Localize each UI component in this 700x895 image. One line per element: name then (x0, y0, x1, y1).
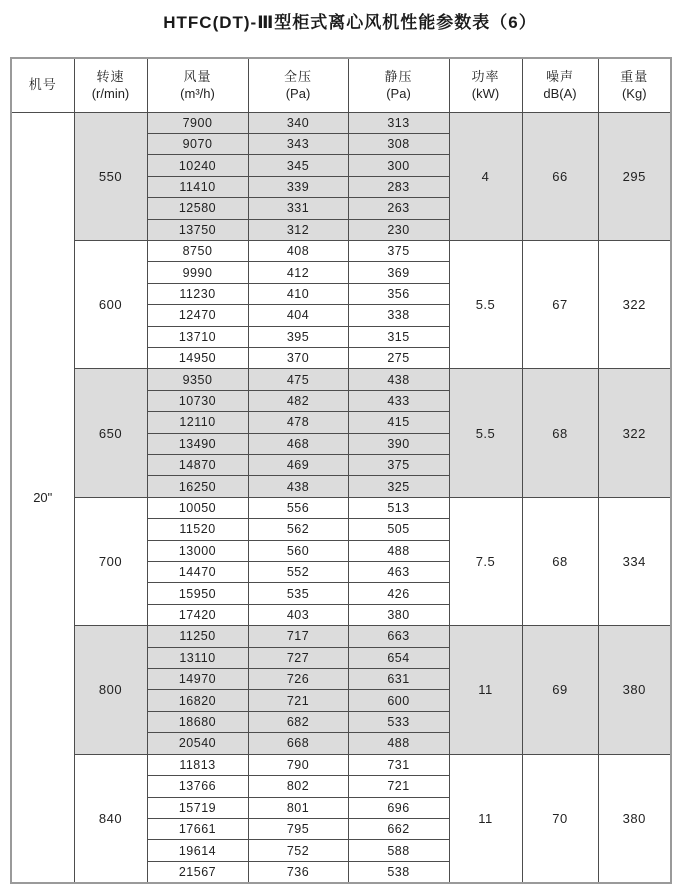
cell-power: 11 (449, 754, 522, 883)
header-unit: (r/min) (91, 86, 130, 102)
cell-power: 7.5 (449, 497, 522, 625)
header-label: 噪声 (545, 68, 574, 84)
column-header-total-pressure (248, 58, 348, 112)
cell-static-pressure: 663 (348, 626, 449, 647)
cell-static-pressure: 463 (348, 562, 449, 583)
cell-noise: 68 (522, 497, 598, 625)
cell-flow: 18680 (147, 711, 248, 732)
cell-static-pressure: 488 (348, 540, 449, 561)
column-header-model (11, 58, 74, 112)
cell-total-pressure: 717 (248, 626, 348, 647)
cell-static-pressure: 538 (348, 861, 449, 883)
table-header (11, 58, 671, 112)
cell-total-pressure: 478 (248, 412, 348, 433)
cell-speed: 840 (74, 754, 147, 883)
cell-total-pressure: 535 (248, 583, 348, 604)
cell-flow: 17661 (147, 818, 248, 839)
cell-flow: 14870 (147, 455, 248, 476)
cell-static-pressure: 308 (348, 133, 449, 154)
cell-static-pressure: 588 (348, 840, 449, 861)
column-header-weight (598, 58, 671, 112)
header-label: 转速 (96, 68, 125, 84)
cell-total-pressure: 438 (248, 476, 348, 497)
header-unit: (Pa) (285, 86, 311, 102)
cell-flow: 15719 (147, 797, 248, 818)
cell-flow: 9070 (147, 133, 248, 154)
cell-static-pressure: 631 (348, 669, 449, 690)
cell-weight: 322 (598, 369, 671, 497)
cell-flow: 12110 (147, 412, 248, 433)
table-row (11, 754, 671, 775)
cell-static-pressure: 275 (348, 347, 449, 368)
cell-flow: 11230 (147, 283, 248, 304)
cell-power: 5.5 (449, 369, 522, 497)
cell-weight: 380 (598, 626, 671, 754)
cell-power: 5.5 (449, 240, 522, 368)
cell-total-pressure: 668 (248, 733, 348, 754)
cell-flow: 21567 (147, 861, 248, 883)
cell-flow: 16250 (147, 476, 248, 497)
cell-static-pressure: 380 (348, 604, 449, 625)
cell-flow: 16820 (147, 690, 248, 711)
cell-static-pressure: 230 (348, 219, 449, 240)
cell-flow: 11410 (147, 176, 248, 197)
cell-static-pressure: 600 (348, 690, 449, 711)
cell-static-pressure: 731 (348, 754, 449, 775)
cell-flow: 14970 (147, 669, 248, 690)
table-row (11, 240, 671, 261)
cell-total-pressure: 727 (248, 647, 348, 668)
cell-static-pressure: 696 (348, 797, 449, 818)
cell-power: 4 (449, 112, 522, 240)
cell-flow: 13000 (147, 540, 248, 561)
cell-total-pressure: 395 (248, 326, 348, 347)
column-header-noise (522, 58, 598, 112)
cell-static-pressure: 375 (348, 455, 449, 476)
cell-total-pressure: 802 (248, 776, 348, 797)
cell-static-pressure: 488 (348, 733, 449, 754)
table-row (11, 112, 671, 133)
cell-flow: 8750 (147, 240, 248, 261)
column-header-static-pressure (348, 58, 449, 112)
cell-static-pressure: 533 (348, 711, 449, 732)
cell-flow: 11520 (147, 519, 248, 540)
cell-static-pressure: 390 (348, 433, 449, 454)
cell-total-pressure: 790 (248, 754, 348, 775)
cell-total-pressure: 752 (248, 840, 348, 861)
cell-noise: 66 (522, 112, 598, 240)
cell-flow: 13766 (147, 776, 248, 797)
cell-flow: 13110 (147, 647, 248, 668)
cell-total-pressure: 340 (248, 112, 348, 133)
cell-static-pressure: 513 (348, 497, 449, 518)
header-label: 机号 (28, 77, 57, 93)
cell-flow: 13710 (147, 326, 248, 347)
cell-total-pressure: 370 (248, 347, 348, 368)
cell-flow: 12580 (147, 198, 248, 219)
cell-total-pressure: 801 (248, 797, 348, 818)
cell-static-pressure: 369 (348, 262, 449, 283)
cell-flow: 13490 (147, 433, 248, 454)
cell-static-pressure: 662 (348, 818, 449, 839)
cell-total-pressure: 736 (248, 861, 348, 883)
fan-performance-table (10, 57, 672, 884)
cell-flow: 9350 (147, 369, 248, 390)
cell-static-pressure: 313 (348, 112, 449, 133)
cell-flow: 11813 (147, 754, 248, 775)
cell-noise: 70 (522, 754, 598, 883)
cell-static-pressure: 315 (348, 326, 449, 347)
cell-total-pressure: 345 (248, 155, 348, 176)
header-label: 静压 (384, 68, 413, 84)
cell-total-pressure: 556 (248, 497, 348, 518)
cell-speed: 700 (74, 497, 147, 625)
cell-static-pressure: 505 (348, 519, 449, 540)
column-header-flow (147, 58, 248, 112)
cell-speed: 550 (74, 112, 147, 240)
cell-total-pressure: 682 (248, 711, 348, 732)
cell-flow: 19614 (147, 840, 248, 861)
header-label: 风量 (183, 68, 212, 84)
cell-total-pressure: 339 (248, 176, 348, 197)
cell-flow: 15950 (147, 583, 248, 604)
cell-static-pressure: 263 (348, 198, 449, 219)
cell-total-pressure: 552 (248, 562, 348, 583)
cell-static-pressure: 438 (348, 369, 449, 390)
cell-total-pressure: 726 (248, 669, 348, 690)
cell-static-pressure: 356 (348, 283, 449, 304)
cell-speed: 600 (74, 240, 147, 368)
table-body (11, 112, 671, 883)
cell-total-pressure: 795 (248, 818, 348, 839)
cell-total-pressure: 560 (248, 540, 348, 561)
cell-static-pressure: 300 (348, 155, 449, 176)
cell-weight: 322 (598, 240, 671, 368)
cell-static-pressure: 415 (348, 412, 449, 433)
cell-total-pressure: 312 (248, 219, 348, 240)
header-unit: (kW) (471, 86, 500, 102)
cell-static-pressure: 283 (348, 176, 449, 197)
cell-flow: 10050 (147, 497, 248, 518)
cell-flow: 10240 (147, 155, 248, 176)
cell-total-pressure: 410 (248, 283, 348, 304)
table-row (11, 497, 671, 518)
header-row (11, 58, 671, 112)
cell-total-pressure: 408 (248, 240, 348, 261)
header-unit: (Kg) (621, 86, 647, 102)
cell-flow: 13750 (147, 219, 248, 240)
cell-total-pressure: 412 (248, 262, 348, 283)
cell-total-pressure: 404 (248, 305, 348, 326)
cell-static-pressure: 654 (348, 647, 449, 668)
cell-speed: 800 (74, 626, 147, 754)
column-header-speed (74, 58, 147, 112)
cell-static-pressure: 338 (348, 305, 449, 326)
cell-flow: 7900 (147, 112, 248, 133)
cell-flow: 11250 (147, 626, 248, 647)
cell-total-pressure: 482 (248, 390, 348, 411)
cell-total-pressure: 721 (248, 690, 348, 711)
cell-noise: 67 (522, 240, 598, 368)
column-header-power (449, 58, 522, 112)
cell-total-pressure: 469 (248, 455, 348, 476)
header-unit: dB(A) (543, 86, 577, 102)
cell-flow: 10730 (147, 390, 248, 411)
cell-weight: 295 (598, 112, 671, 240)
cell-static-pressure: 433 (348, 390, 449, 411)
cell-weight: 334 (598, 497, 671, 625)
cell-noise: 69 (522, 626, 598, 754)
table-row (11, 626, 671, 647)
header-unit: (m³/h) (180, 86, 215, 102)
cell-flow: 17420 (147, 604, 248, 625)
cell-static-pressure: 426 (348, 583, 449, 604)
cell-flow: 14470 (147, 562, 248, 583)
cell-flow: 20540 (147, 733, 248, 754)
cell-flow: 14950 (147, 347, 248, 368)
cell-weight: 380 (598, 754, 671, 883)
cell-model: 20" (11, 112, 74, 883)
cell-total-pressure: 331 (248, 198, 348, 219)
cell-static-pressure: 325 (348, 476, 449, 497)
header-label: 全压 (283, 68, 312, 84)
cell-total-pressure: 403 (248, 604, 348, 625)
cell-static-pressure: 721 (348, 776, 449, 797)
table-row (11, 369, 671, 390)
cell-noise: 68 (522, 369, 598, 497)
header-label: 重量 (620, 68, 649, 84)
cell-total-pressure: 562 (248, 519, 348, 540)
page-title: HTFC(DT)-Ⅲ型柜式离心风机性能参数表（6） (163, 13, 537, 32)
cell-speed: 650 (74, 369, 147, 497)
header-label: 功率 (471, 68, 500, 84)
cell-static-pressure: 375 (348, 240, 449, 261)
cell-total-pressure: 468 (248, 433, 348, 454)
cell-total-pressure: 475 (248, 369, 348, 390)
cell-flow: 12470 (147, 305, 248, 326)
cell-total-pressure: 343 (248, 133, 348, 154)
cell-power: 11 (449, 626, 522, 754)
header-unit: (Pa) (386, 86, 411, 102)
cell-flow: 9990 (147, 262, 248, 283)
